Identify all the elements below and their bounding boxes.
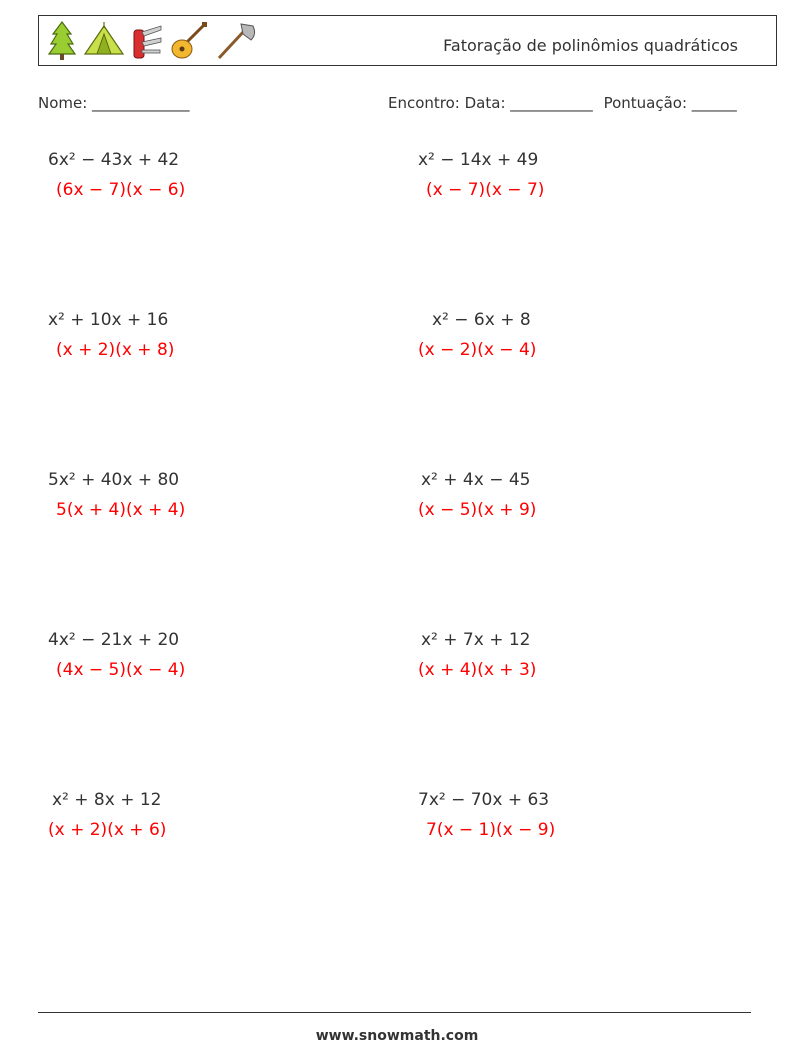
footer-divider: [38, 1012, 751, 1013]
answer-8: (x + 4)(x + 3): [418, 660, 537, 680]
problem-9: x² + 8x + 12: [52, 790, 162, 810]
axe-icon: [215, 20, 259, 62]
problem-2: x² − 14x + 49: [418, 150, 539, 170]
header-box: [38, 15, 777, 66]
answer-7: (4x − 5)(x − 4): [56, 660, 186, 680]
problem-8: x² + 7x + 12: [421, 630, 531, 650]
icon-strip: [47, 20, 259, 62]
answer-2: (x − 7)(x − 7): [426, 180, 545, 200]
problem-10: 7x² − 70x + 63: [418, 790, 550, 810]
answer-4: (x − 2)(x − 4): [418, 340, 537, 360]
footer-url: www.snowmath.com: [315, 1028, 479, 1044]
problem-3: x² + 10x + 16: [48, 310, 169, 330]
answer-6: (x − 5)(x + 9): [418, 500, 537, 520]
problem-4: x² − 6x + 8: [432, 310, 531, 330]
answer-3: (x + 2)(x + 8): [56, 340, 175, 360]
answer-1: (6x − 7)(x − 6): [56, 180, 186, 200]
date-field: Encontro: Data: ___________: [388, 94, 593, 112]
problem-7: 4x² − 21x + 20: [48, 630, 180, 650]
problem-6: x² + 4x − 45: [421, 470, 531, 490]
tent-icon: [83, 20, 125, 62]
answer-9: (x + 2)(x + 6): [48, 820, 167, 840]
date-score-fields: [388, 94, 743, 112]
answer-5: 5(x + 4)(x + 4): [56, 500, 186, 520]
problem-5: 5x² + 40x + 80: [48, 470, 180, 490]
score-field: Pontuação: ______: [603, 94, 737, 112]
guitar-icon: [169, 20, 209, 62]
pocket-knife-icon: [131, 20, 163, 62]
name-field: Nome: _____________: [38, 94, 190, 112]
page-title: Fatoração de polinômios quadráticos: [443, 36, 738, 55]
answer-10: 7(x − 1)(x − 9): [426, 820, 556, 840]
tree-icon: [47, 20, 77, 62]
problem-1: 6x² − 43x + 42: [48, 150, 180, 170]
